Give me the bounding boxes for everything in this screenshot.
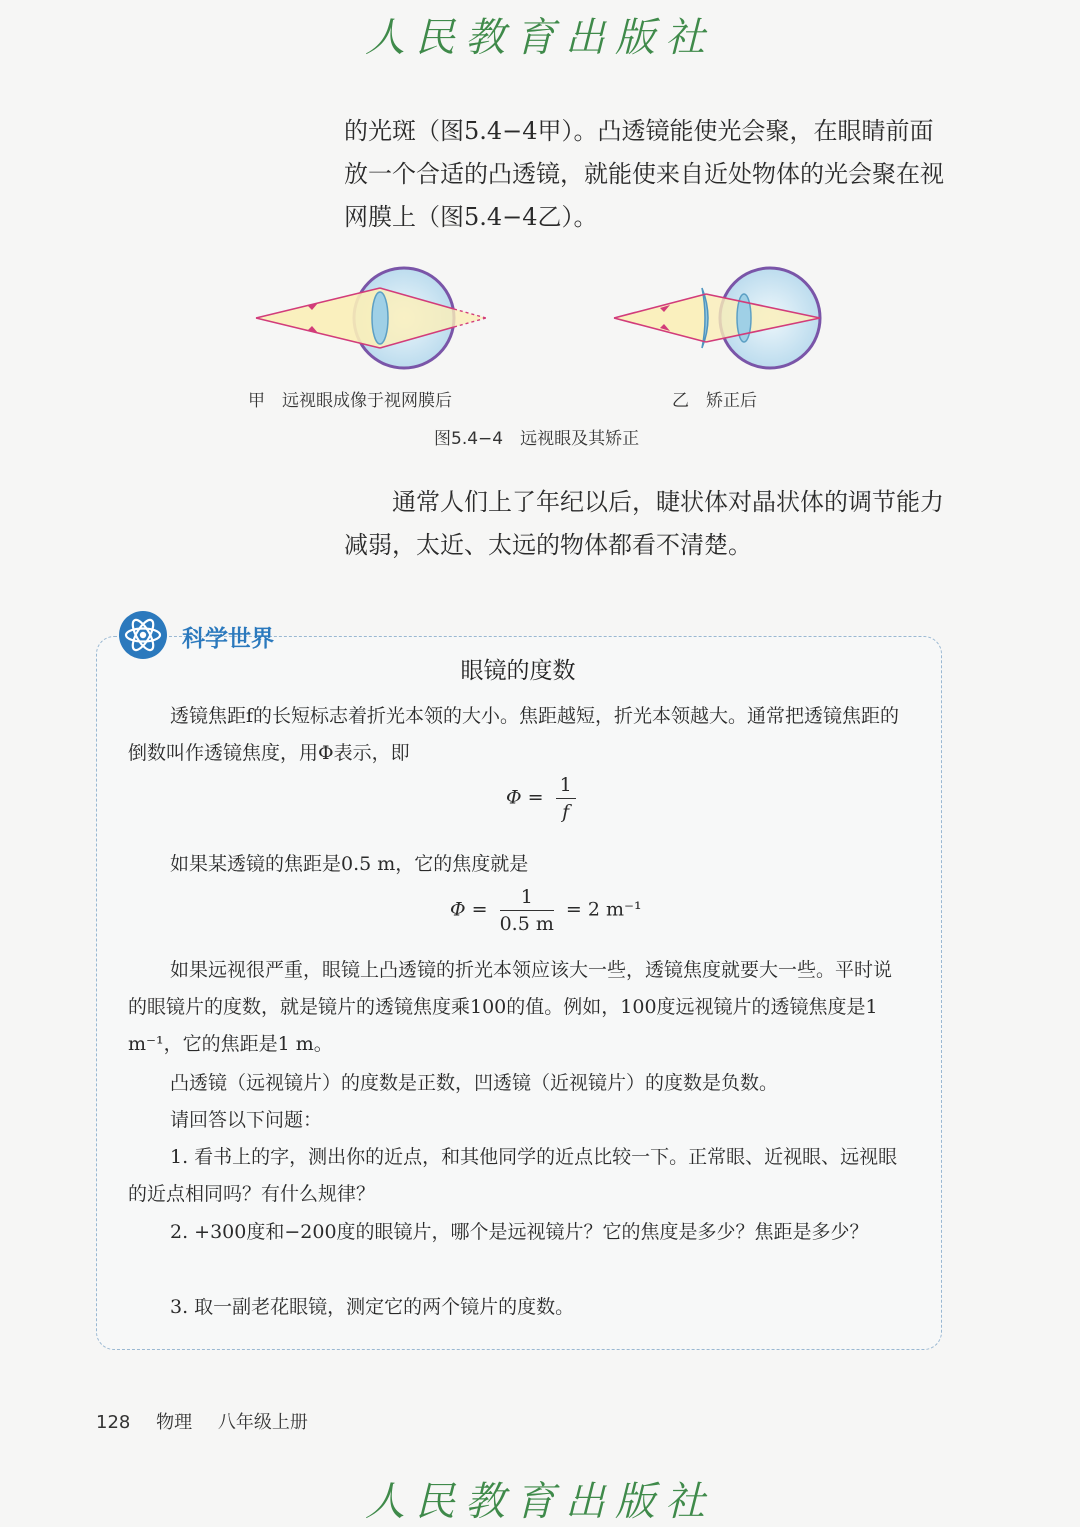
question-1: 1. 看书上的字，测出你的近点，和其他同学的近点比较一下。正常眼、近视眼、远视眼的近点相同吗？有什么规律？ (128, 1146, 898, 1205)
formula-1-denominator: f (562, 801, 570, 823)
formula-focal-power (506, 772, 582, 825)
eye-corrected (614, 268, 820, 368)
formula-2-rhs: = 2 m⁻¹ (565, 898, 642, 921)
formula-1-lhs: Φ = (506, 786, 544, 809)
box-paragraph-1: 透镜焦距f的长短标志着折光本领的大小。焦距越短，折光本领越大。通常把透镜焦距的倒数叫作透镜焦度，用Φ表示，即 (128, 705, 900, 764)
science-world-title: 科学世界 (182, 626, 274, 652)
figure-label-left: 甲 远视眼成像于视网膜后 (248, 391, 452, 411)
page-number: 128 (96, 1412, 131, 1433)
box-paragraph-4: 凸透镜（远视镜片）的度数是正数，凹透镜（近视镜片）的度数是负数。 (170, 1072, 779, 1094)
body-paragraph-2: 通常人们上了年纪以后，睫状体对晶状体的调节能力减弱，太近、太远的物体都看不清楚。 (344, 488, 944, 559)
box-paragraph-2: 如果某透镜的焦距是0.5 m，它的焦度就是 (170, 853, 529, 875)
formula-1-numerator: 1 (556, 772, 576, 799)
formula-1-fraction (556, 772, 576, 825)
formula-2-fraction (500, 884, 554, 937)
figure-hyperopia-drawing (240, 258, 840, 388)
box-heading: 眼镜的度数 (460, 658, 576, 684)
publisher-watermark-bottom: 人民教育出版社 (365, 1479, 715, 1525)
formula-2-denominator: 0.5 m (499, 913, 554, 935)
figure-hyperopia (240, 258, 840, 448)
figure-label-right: 乙 矫正后 (672, 391, 757, 411)
eye-uncorrected (256, 268, 486, 368)
figure-caption: 图5.4−4 远视眼及其矫正 (434, 429, 640, 449)
formula-2-lhs: Φ = (450, 898, 488, 921)
formula-2-numerator: 1 (500, 884, 554, 911)
publisher-watermark-top: 人民教育出版社 (365, 15, 715, 61)
footer-grade: 八年级上册 (217, 1412, 308, 1433)
body-paragraph-1: 的光斑（图5.4−4甲）。凸透镜能使光会聚，在眼睛前面放一个合适的凸透镜，就能使来自近处物体的光会聚在视网膜上（图5.4−4乙）。 (344, 117, 944, 231)
box-paragraph-3: 如果远视很严重，眼镜上凸透镜的折光本领应该大一些，透镜焦度就要大一些。平时说的眼镜片的度数，就是镜片的透镜焦度乘100的值。例如，100度远视镜片的透镜焦度是1 m⁻¹，它的焦距是1 m。 (128, 959, 893, 1055)
page-footer (96, 1408, 328, 1434)
box-paragraph-5: 请回答以下问题： (170, 1109, 323, 1131)
footer-subject: 物理 (156, 1412, 193, 1433)
formula-example (450, 884, 642, 937)
question-3: 3. 取一副老花眼镜，测定它的两个镜片的度数。 (170, 1296, 575, 1318)
question-2: 2. +300度和−200度的眼镜片，哪个是远视镜片？它的焦度是多少？焦距是多少？ (170, 1221, 869, 1243)
